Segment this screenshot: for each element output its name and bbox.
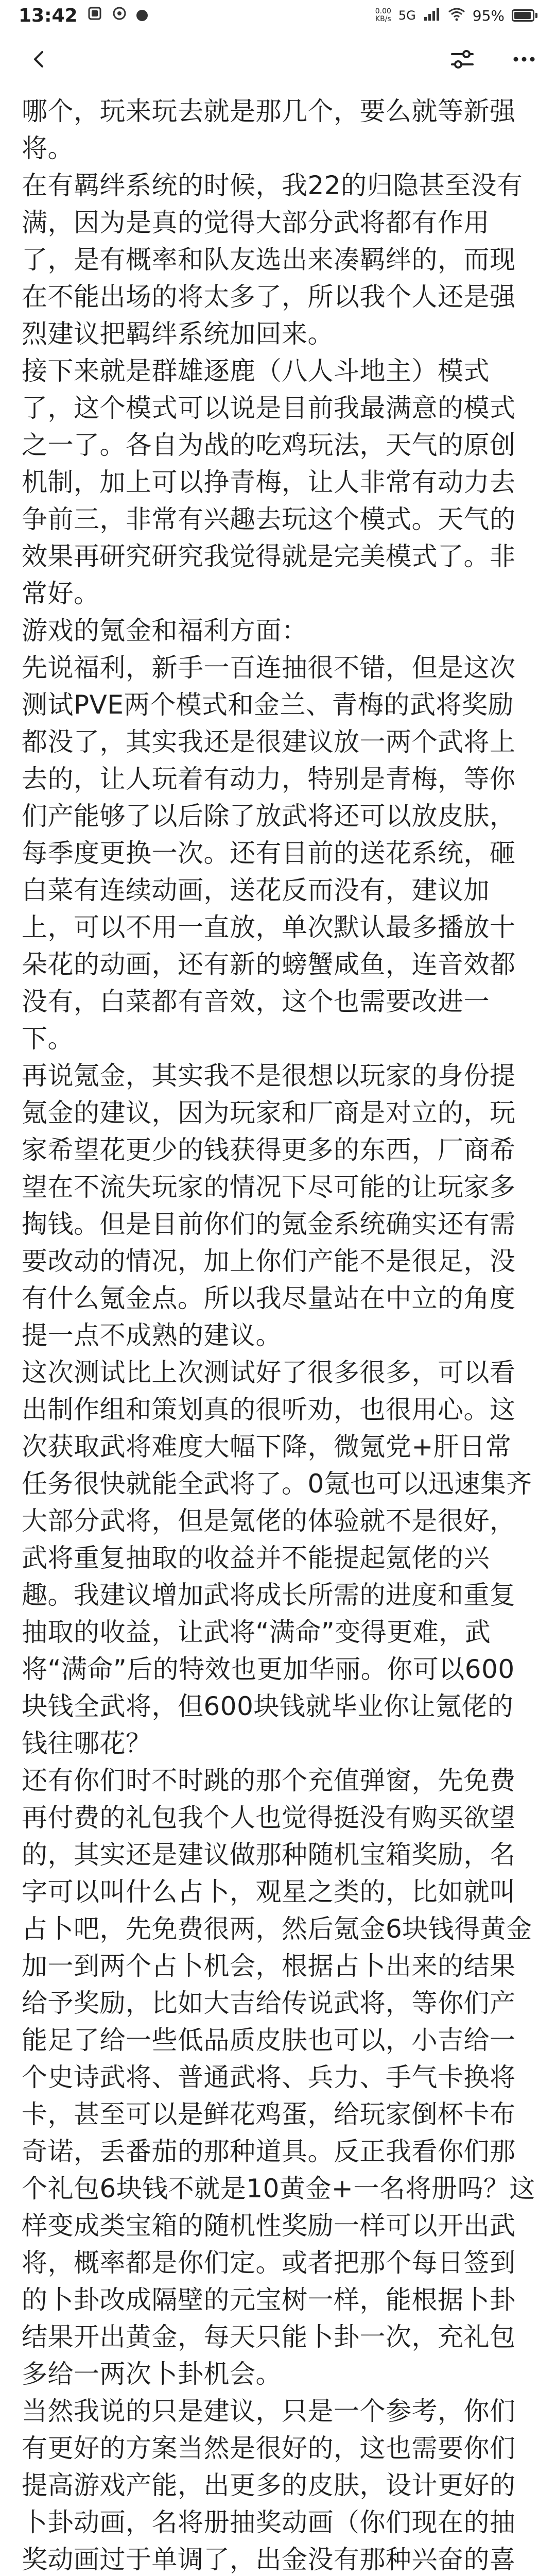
article-paragraph: 先说福利，新手一百连抽很不错，但是这次测试PVE两个模式和金兰、青梅的武将奖励都没了，其实我还是很建议放一两个武将上去的，让人玩着有动力，特别是青梅，等你们产能够了以后除了放武将还可以放皮肤，每季度更换一次。还有目前的送花系统，砸白菜有连续动画，送花反而没有，建议加上，可以不用一直放，单次默认最多播放十朵花的动画，还有新的螃蟹咸鱼，连音效都没有，白菜都有音效，这个也需要改进一下。: [22, 653, 516, 1054]
battery-icon: [512, 9, 537, 22]
app-notification-icon: [112, 5, 127, 26]
network-speed-unit: KB/s: [375, 15, 391, 23]
more-options-icon[interactable]: [508, 43, 541, 76]
article-paragraph: 再说氪金，其实我不是很想以玩家的身份提氪金的建议，因为玩家和厂商是对立的，玩家希望花更少的钱获得更多的东西，厂商希望在不流失玩家的情况下尽可能的让玩家多掏钱。但是目前你们的氪金系统确实还有需要改动的情况，加上你们产能不是很足，没有什么氪金点。所以我尽量站在中立的角度提一点不成熟的建议。: [22, 1061, 516, 1350]
network-speed: [375, 8, 391, 23]
back-icon[interactable]: [23, 43, 56, 76]
toolbar-actions: [446, 43, 541, 76]
article-paragraph: 当然我说的只是建议，只是一个参考，你们有更好的方案当然是很好的，这也需要你们提高游戏产能，出更多的皮肤，设计更好的卜卦动画，名将册抽奖动画（你们现在的抽奖动画过于单调了，出金没有那种兴奋的喜: [22, 2396, 516, 2574]
article-paragraph: 游戏的氪金和福利方面：: [22, 616, 308, 646]
status-right: [375, 7, 537, 25]
status-left: [19, 5, 148, 26]
article-paragraph: 还有你们时不时跳的那个充值弹窗，先免费再付费的礼包我个人也觉得挺没有购买欲望的，其实还是建议做那种随机宝箱奖励，名字可以叫什么占卜，观星之类的，比如就叫占卜吧，先免费很两，然后氪金6块钱得黄金加一到两个占卜机会，根据占卜出来的结果给予奖励，比如大吉给传说武将，等你们产能足了给一些低品质皮肤也可以，小吉给一个史诗武将、普通武将、兵力、手气卡换将卡，甚至可以是鲜花鸡蛋，给玩家倒杯卡布奇诺，丢番茄的那种道具。反正我看你们那个礼包6块钱不就是10黄金+一名将册吗？这样变成类宝箱的随机性奖励一样可以开出武将，概率都是你们定。或者把那个每日签到的卜卦改成隔壁的元宝树一样，能根据卜卦结果开出黄金，每天只能卜卦一次，充礼包多给一两次卜卦机会。: [22, 1766, 535, 2389]
screenshot-notification-icon: [87, 5, 102, 26]
status-bar: [0, 0, 556, 31]
article-paragraph: 接下来就是群雄逐鹿（八人斗地主）模式了，这个模式可以说是目前我最满意的模式之一了。各自为战的吃鸡玩法，天气的原创机制，加上可以挣青梅，让人非常有动力去争前三，非常有兴趣去玩这个模式。天气的效果再研究研究我觉得就是完美模式了。非常好。: [22, 356, 516, 608]
adjust-settings-icon[interactable]: [446, 43, 479, 76]
notification-dot-icon: [136, 10, 148, 21]
article-paragraph: 哪个，玩来玩去就是那几个，要么就等新强将。: [22, 96, 516, 163]
top-toolbar: [0, 31, 556, 88]
article-paragraph: 在有羁绊系统的时候，我22的归隐甚至没有满，因为是真的觉得大部分武将都有作用了，是有概率和队友选出来凑羁绊的，而现在不能出场的将太多了，所以我个人还是强烈建议把羁绊系统加回来。: [22, 171, 523, 349]
network-speed-value: 0.00: [375, 7, 391, 15]
battery-percent: 95%: [472, 7, 505, 24]
article-paragraph: 这次测试比上次测试好了很多很多，可以看出制作组和策划真的很听劝，也很用心。这次获取武将难度大幅下降，微氪党+肝日常任务很快就能全武将了。0氪也可以迅速集齐大部分武将，但是氪佬的体验就不是很好，武将重复抽取的收益并不能提起氪佬的兴趣。我建议增加武将成长所需的进度和重复抽取的收益，让武将“满命”变得更难，武将“满命”后的特效也更加华丽。你可以600块钱全武将，但600块钱就毕业你让氪佬的钱往哪花？: [22, 1358, 532, 1758]
network-type: 5G: [398, 8, 416, 23]
wifi-icon: [448, 7, 465, 25]
article-body: [0, 88, 556, 2576]
status-time: 13:42: [19, 5, 78, 26]
signal-icon: [423, 7, 441, 25]
